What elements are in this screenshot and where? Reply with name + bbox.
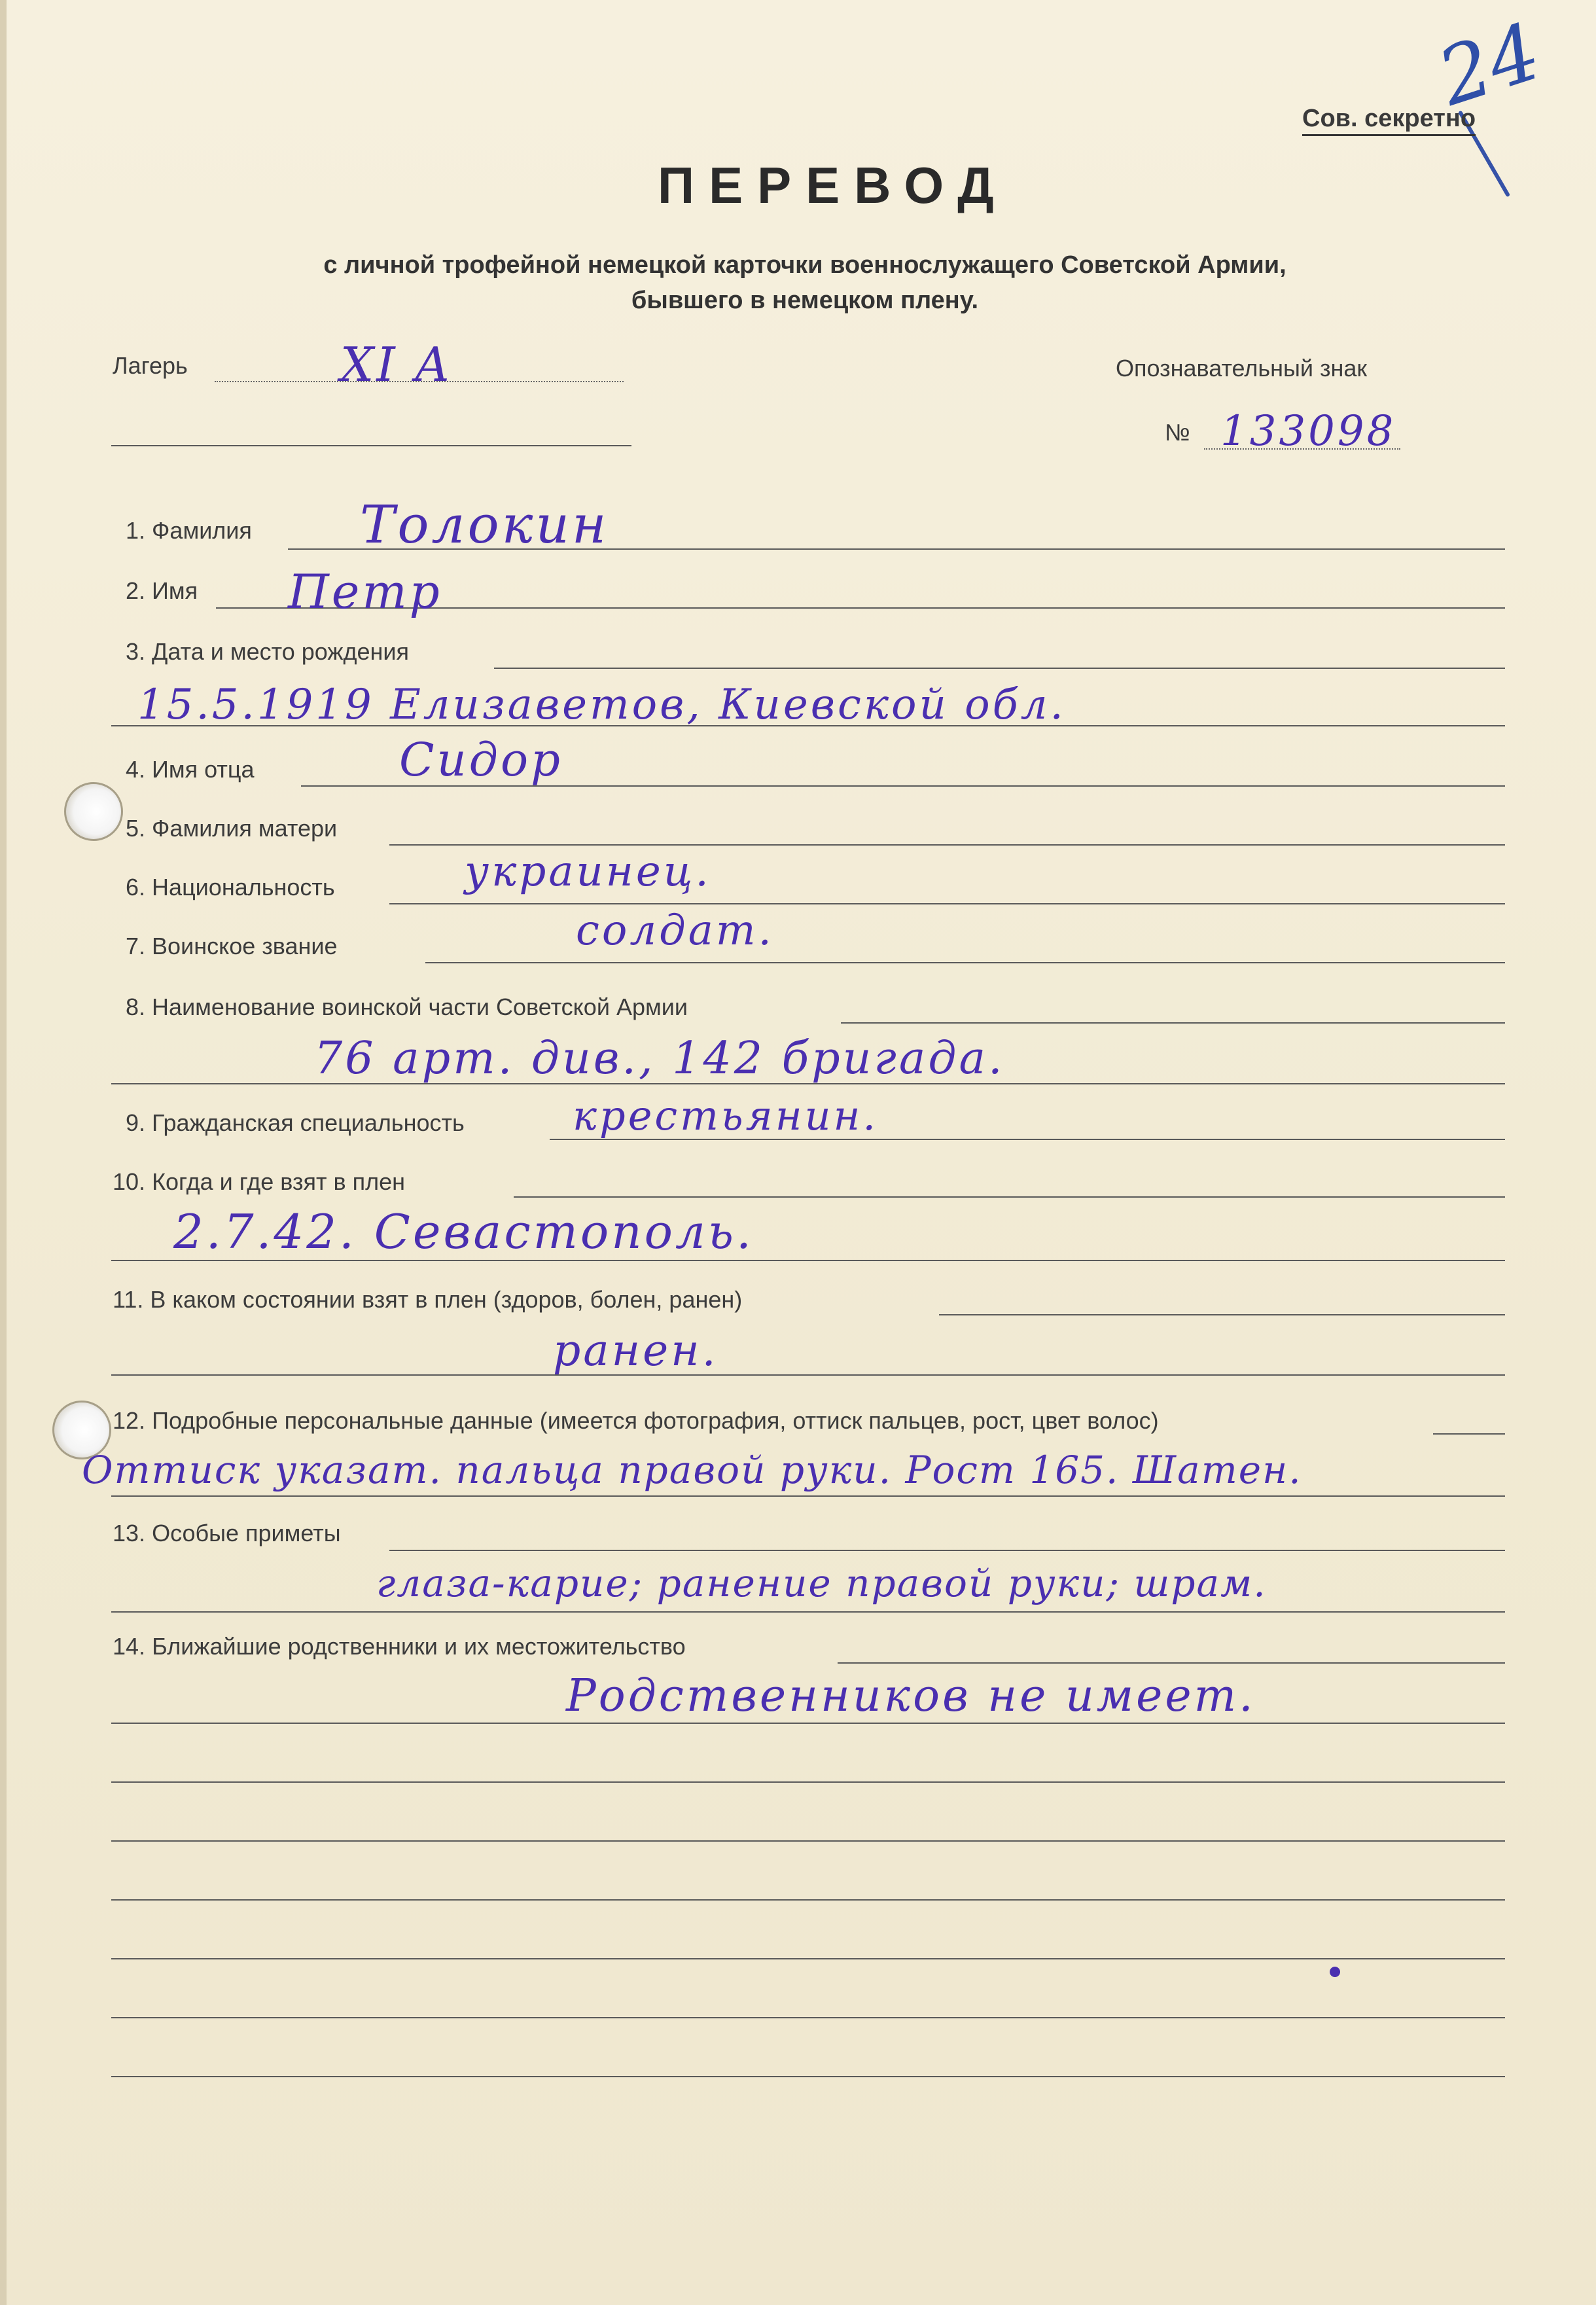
blank-line — [111, 1958, 1505, 1959]
blank-line — [111, 2076, 1505, 2077]
field-4-label: 4. Имя отца — [126, 756, 255, 783]
blank-line — [111, 1899, 1505, 1901]
field-10-value: 2.7.42. Севастополь. — [173, 1204, 754, 1259]
field-11-label: 11. В каком состоянии взят в плен (здоров, болен, ранен) — [113, 1286, 743, 1313]
field-6-label: 6. Национальность — [126, 874, 335, 901]
id-tag-label: Опознавательный знак — [1116, 355, 1368, 382]
field-14-label: 14. Ближайшие родственники и их местожительство — [113, 1633, 686, 1660]
blank-line — [111, 1840, 1505, 1842]
field-1-label: 1. Фамилия — [126, 517, 252, 544]
field-8-value: 76 арт. див., 142 бригада. — [314, 1033, 1005, 1084]
field-12-value: Оттиск указат. пальца правой руки. Рост 165. Шатен. — [82, 1448, 1302, 1492]
field-8-label: 8. Наименование воинской части Советской Армии — [126, 993, 688, 1020]
field-5-label: 5. Фамилия матери — [126, 815, 338, 842]
subtitle-line-1: с личной трофейной немецкой карточки военнослужащего Советской Армии, — [323, 251, 1286, 279]
field-14-value: Родственников не имеет. — [566, 1670, 1256, 1722]
camp-label: Лагерь — [113, 352, 188, 379]
blank-line — [111, 2017, 1505, 2018]
field-9-value: крестьянин. — [573, 1092, 879, 1139]
blank-line — [111, 1781, 1505, 1783]
subtitle-line-2: бывшего в немецком плену. — [631, 287, 979, 314]
field-7-value: солдат. — [576, 906, 774, 955]
id-tag-number-prefix: № — [1165, 419, 1190, 446]
field-11-value: ранен. — [553, 1325, 718, 1376]
field-4-value: Сидор — [399, 733, 563, 787]
field-10-label: 10. Когда и где взят в плен — [113, 1168, 405, 1195]
document-title: ПЕРЕВОД — [658, 156, 1008, 214]
page-number-handwritten: 24 — [1428, 6, 1552, 124]
field-3-label: 3. Дата и место рождения — [126, 638, 409, 665]
field-6-value: украинец. — [465, 848, 711, 896]
field-2-value: Петр — [288, 564, 442, 619]
field-1-value: Толокин — [360, 494, 609, 555]
id-tag-value: 133098 — [1220, 407, 1396, 456]
field-2-label: 2. Имя — [126, 577, 198, 604]
classification-label: Сов. секретно — [1302, 105, 1476, 136]
field-13-label: 13. Особые приметы — [113, 1520, 341, 1546]
field-3-value: 15.5.1919 Елизаветов, Киевской обл. — [137, 681, 1066, 729]
field-9-label: 9. Гражданская специальность — [126, 1109, 465, 1136]
punch-hole — [64, 782, 123, 841]
field-13-value: глаза-карие; ранение правой руки; шрам. — [376, 1561, 1267, 1605]
field-7-label: 7. Воинское звание — [126, 933, 338, 959]
subtitle — [222, 247, 1387, 318]
camp-value: XI A — [340, 337, 452, 392]
field-12-label: 12. Подробные персональные данные (имеется фотография, оттиск пальцев, рост, цвет волос) — [113, 1407, 1159, 1434]
ink-dot — [1330, 1967, 1340, 1977]
